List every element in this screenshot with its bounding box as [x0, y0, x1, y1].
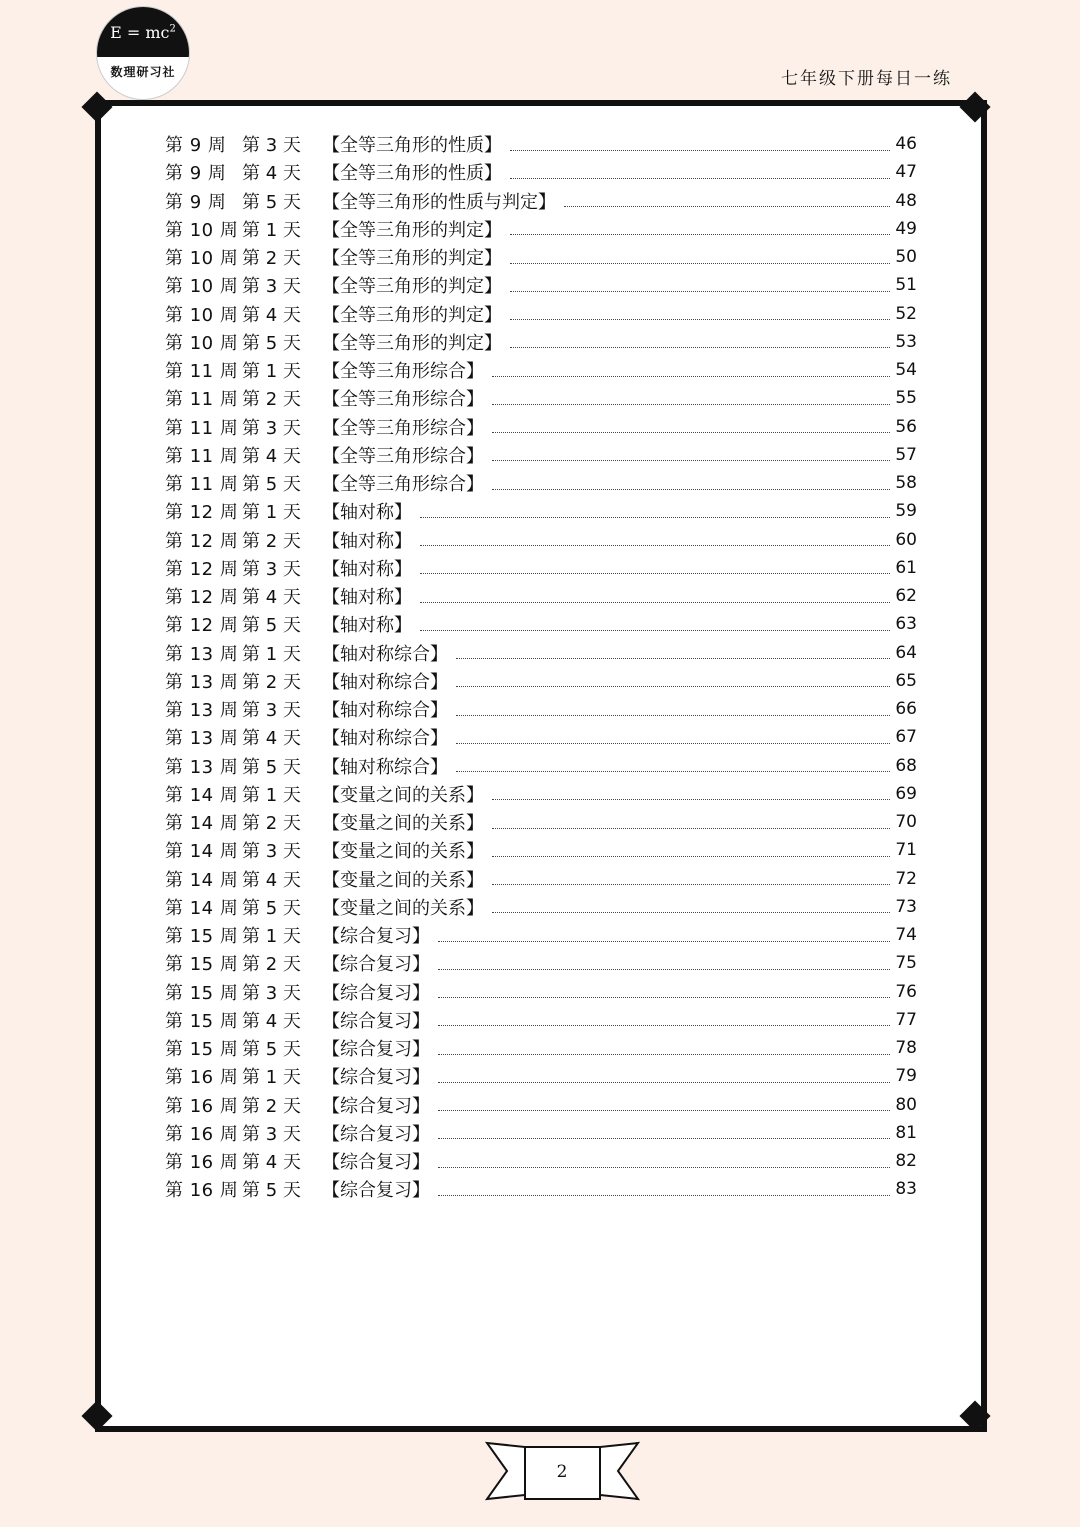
toc-week: 第 12 周: [165, 530, 239, 552]
toc-page-number: 64: [895, 642, 917, 663]
toc-week: 第 13 周: [165, 643, 239, 665]
toc-dot-leader: [438, 969, 890, 970]
toc-topic: 【全等三角形的性质与判定】: [322, 191, 556, 213]
toc-topic: 【综合复习】: [322, 1039, 430, 1061]
toc-topic: 【轴对称综合】: [322, 643, 448, 665]
toc-page-number: 49: [895, 218, 917, 239]
toc-page-number: 62: [895, 586, 917, 607]
toc-week: 第 16 周: [165, 1067, 239, 1089]
toc-topic: 【轴对称】: [322, 502, 412, 524]
toc-topic: 【全等三角形综合】: [322, 445, 484, 467]
toc-day: 第 5 天: [242, 332, 301, 354]
toc-page-number: 80: [895, 1094, 917, 1115]
toc-page-number: 69: [895, 783, 917, 804]
toc-topic: 【全等三角形的判定】: [322, 332, 502, 354]
toc-dot-leader: [510, 291, 890, 292]
toc-dot-leader: [492, 856, 890, 857]
toc-entry[interactable]: [165, 554, 917, 582]
toc-week: 第 13 周: [165, 756, 239, 778]
toc-page-number: 65: [895, 670, 917, 691]
toc-week: 第 16 周: [165, 1123, 239, 1145]
toc-week: 第 16 周: [165, 1095, 239, 1117]
toc-day: 第 4 天: [242, 445, 301, 467]
toc-week: 第 16 周: [165, 1180, 239, 1202]
toc-day: 第 4 天: [242, 728, 301, 750]
toc-dot-leader: [510, 263, 890, 264]
toc-week: 第 12 周: [165, 587, 239, 609]
toc-entry[interactable]: [165, 752, 917, 780]
toc-entry[interactable]: [165, 215, 917, 243]
toc-topic: 【变量之间的关系】: [322, 897, 484, 919]
toc-dot-leader: [420, 517, 890, 518]
toc-week: 第 13 周: [165, 700, 239, 722]
toc-topic: 【轴对称综合】: [322, 756, 448, 778]
toc-dot-leader: [438, 997, 890, 998]
toc-week: 第 15 周: [165, 1039, 239, 1061]
toc-page-number: 78: [895, 1038, 917, 1059]
toc-entry[interactable]: [165, 1119, 917, 1147]
toc-page-number: 56: [895, 416, 917, 437]
toc-dot-leader: [456, 743, 890, 744]
toc-topic: 【轴对称综合】: [322, 671, 448, 693]
toc-week: 第 14 周: [165, 813, 239, 835]
toc-entry[interactable]: [165, 949, 917, 977]
toc-page-number: 70: [895, 812, 917, 833]
toc-topic: 【综合复习】: [322, 1095, 430, 1117]
toc-day: 第 3 天: [242, 276, 301, 298]
toc-day: 第 2 天: [242, 389, 301, 411]
toc-dot-leader: [438, 1138, 890, 1139]
toc-day: 第 4 天: [242, 1152, 301, 1174]
toc-week: 第 14 周: [165, 841, 239, 863]
toc-topic: 【综合复习】: [322, 926, 430, 948]
toc-entry[interactable]: [165, 610, 917, 638]
toc-week: 第 16 周: [165, 1152, 239, 1174]
toc-dot-leader: [510, 150, 890, 151]
toc-topic: 【综合复习】: [322, 1152, 430, 1174]
toc-topic: 【综合复习】: [322, 1010, 430, 1032]
toc-entry[interactable]: [165, 356, 917, 384]
toc-week: 第 12 周: [165, 558, 239, 580]
toc-day: 第 5 天: [242, 474, 301, 496]
toc-entry[interactable]: [165, 1034, 917, 1062]
toc-dot-leader: [420, 545, 890, 546]
toc-day: 第 1 天: [242, 643, 301, 665]
toc-page-number: 71: [895, 840, 917, 861]
toc-dot-leader: [492, 884, 890, 885]
toc-topic: 【轴对称综合】: [322, 700, 448, 722]
toc-topic: 【综合复习】: [322, 1067, 430, 1089]
toc-entry[interactable]: [165, 441, 917, 469]
toc-week: 第 10 周: [165, 248, 239, 270]
toc-entry[interactable]: [165, 497, 917, 525]
toc-day: 第 1 天: [242, 926, 301, 948]
toc-page-number: 68: [895, 755, 917, 776]
toc-day: 第 3 天: [242, 417, 301, 439]
toc-dot-leader: [510, 178, 890, 179]
toc-topic: 【综合复习】: [322, 1123, 430, 1145]
toc-dot-leader: [420, 573, 890, 574]
toc-topic: 【全等三角形的判定】: [322, 248, 502, 270]
toc-day: 第 5 天: [242, 191, 301, 213]
toc-page-number: 82: [895, 1151, 917, 1172]
toc-entry[interactable]: [165, 780, 917, 808]
toc-entry[interactable]: [165, 526, 917, 554]
toc-entry[interactable]: [165, 1175, 917, 1203]
toc-entry[interactable]: [165, 893, 917, 921]
toc-dot-leader: [492, 432, 890, 433]
toc-entry[interactable]: [165, 695, 917, 723]
toc-week: 第 11 周: [165, 445, 239, 467]
toc-dot-leader: [420, 630, 890, 631]
toc-week: 第 10 周: [165, 304, 239, 326]
toc-topic: 【变量之间的关系】: [322, 784, 484, 806]
toc-topic: 【轴对称综合】: [322, 728, 448, 750]
toc-topic: 【全等三角形的判定】: [322, 276, 502, 298]
toc-entry[interactable]: [165, 667, 917, 695]
toc-topic: 【轴对称】: [322, 558, 412, 580]
toc-topic: 【全等三角形的判定】: [322, 219, 502, 241]
toc-dot-leader: [438, 1110, 890, 1111]
logo: [96, 6, 190, 100]
toc-day: 第 1 天: [242, 502, 301, 524]
toc-page-number: 48: [895, 190, 917, 211]
toc-entry[interactable]: [165, 582, 917, 610]
toc-entry[interactable]: [165, 723, 917, 751]
toc-dot-leader: [492, 489, 890, 490]
toc-topic: 【轴对称】: [322, 530, 412, 552]
logo-formula: $E = mc^2$: [110, 23, 176, 42]
toc-page-number: 46: [895, 134, 917, 155]
toc-week: 第 10 周: [165, 219, 239, 241]
toc-page-number: 53: [895, 331, 917, 352]
toc-dot-leader: [438, 1195, 890, 1196]
toc-page-number: 81: [895, 1122, 917, 1143]
toc-week: 第 10 周: [165, 332, 239, 354]
toc-week: 第 15 周: [165, 1010, 239, 1032]
toc-dot-leader: [492, 912, 890, 913]
toc-page-number: 72: [895, 868, 917, 889]
toc-day: 第 5 天: [242, 1039, 301, 1061]
toc-page-number: 52: [895, 303, 917, 324]
toc-entry[interactable]: [165, 469, 917, 497]
toc-page-number: 54: [895, 360, 917, 381]
toc-page-number: 77: [895, 1009, 917, 1030]
toc-day: 第 3 天: [242, 841, 301, 863]
toc-entry[interactable]: [165, 921, 917, 949]
toc-topic: 【变量之间的关系】: [322, 813, 484, 835]
toc-week: 第 12 周: [165, 502, 239, 524]
toc-page-number: 51: [895, 275, 917, 296]
toc-page-number: 79: [895, 1066, 917, 1087]
toc-day: 第 2 天: [242, 248, 301, 270]
toc-topic: 【全等三角形综合】: [322, 361, 484, 383]
toc-dot-leader: [420, 602, 890, 603]
toc-page-number: 47: [895, 162, 917, 183]
toc-entry[interactable]: [165, 158, 917, 186]
toc-week: 第 12 周: [165, 615, 239, 637]
toc-week: 第 14 周: [165, 784, 239, 806]
toc-dot-leader: [456, 771, 890, 772]
toc-week: 第 13 周: [165, 728, 239, 750]
toc-week: 第 10 周: [165, 276, 239, 298]
toc-page-number: 58: [895, 473, 917, 494]
toc-dot-leader: [492, 404, 890, 405]
toc-topic: 【全等三角形的性质】: [322, 135, 502, 157]
toc-day: 第 1 天: [242, 784, 301, 806]
toc-week: 第 9 周: [165, 191, 227, 213]
toc-day: 第 4 天: [242, 163, 301, 185]
toc-entry[interactable]: [165, 808, 917, 836]
page-number: 2: [556, 1462, 568, 1482]
toc-week: 第 14 周: [165, 897, 239, 919]
toc-entry[interactable]: [165, 413, 917, 441]
toc-day: 第 2 天: [242, 671, 301, 693]
toc-entry[interactable]: [165, 300, 917, 328]
toc-topic: 【全等三角形综合】: [322, 417, 484, 439]
toc-page-number: 75: [895, 953, 917, 974]
toc-week: 第 9 周: [165, 135, 227, 157]
toc-day: 第 2 天: [242, 530, 301, 552]
toc-day: 第 4 天: [242, 869, 301, 891]
toc-entry[interactable]: [165, 130, 917, 158]
toc-dot-leader: [510, 347, 890, 348]
toc-topic: 【全等三角形综合】: [322, 474, 484, 496]
toc-week: 第 15 周: [165, 926, 239, 948]
toc-page-number: 76: [895, 981, 917, 1002]
toc-week: 第 11 周: [165, 474, 239, 496]
toc-day: 第 1 天: [242, 219, 301, 241]
toc-week: 第 15 周: [165, 982, 239, 1004]
toc-topic: 【综合复习】: [322, 954, 430, 976]
toc-dot-leader: [510, 234, 890, 235]
header-title: 七年级下册每日一练: [781, 69, 952, 89]
toc-entry[interactable]: [165, 639, 917, 667]
toc-topic: 【综合复习】: [322, 1180, 430, 1202]
toc-dot-leader: [492, 799, 890, 800]
toc-week: 第 13 周: [165, 671, 239, 693]
toc-dot-leader: [438, 1167, 890, 1168]
toc-entry[interactable]: [165, 1062, 917, 1090]
toc-day: 第 2 天: [242, 813, 301, 835]
toc-topic: 【全等三角形综合】: [322, 389, 484, 411]
toc-day: 第 2 天: [242, 1095, 301, 1117]
toc-page-number: 83: [895, 1179, 917, 1200]
toc-dot-leader: [492, 460, 890, 461]
toc-week: 第 14 周: [165, 869, 239, 891]
toc-dot-leader: [492, 828, 890, 829]
toc-dot-leader: [510, 319, 890, 320]
toc-entry[interactable]: [165, 836, 917, 864]
toc-day: 第 4 天: [242, 1010, 301, 1032]
toc-day: 第 1 天: [242, 1067, 301, 1089]
toc-topic: 【全等三角形的判定】: [322, 304, 502, 326]
toc-day: 第 5 天: [242, 756, 301, 778]
toc-day: 第 3 天: [242, 700, 301, 722]
toc-dot-leader: [438, 1054, 890, 1055]
toc-page-number: 63: [895, 614, 917, 635]
toc-page-number: 60: [895, 529, 917, 550]
toc-topic: 【轴对称】: [322, 587, 412, 609]
toc-topic: 【变量之间的关系】: [322, 869, 484, 891]
toc-day: 第 1 天: [242, 361, 301, 383]
toc-topic: 【全等三角形的性质】: [322, 163, 502, 185]
toc-day: 第 3 天: [242, 1123, 301, 1145]
toc-day: 第 4 天: [242, 587, 301, 609]
toc-page-number: 74: [895, 925, 917, 946]
toc-week: 第 9 周: [165, 163, 227, 185]
toc-entry[interactable]: [165, 187, 917, 215]
toc-page-number: 57: [895, 444, 917, 465]
toc-day: 第 3 天: [242, 982, 301, 1004]
toc-day: 第 5 天: [242, 1180, 301, 1202]
logo-name: 数理研习社: [110, 65, 176, 79]
toc-week: 第 11 周: [165, 389, 239, 411]
toc-page-number: 50: [895, 247, 917, 268]
toc-week: 第 15 周: [165, 954, 239, 976]
toc-day: 第 3 天: [242, 135, 301, 157]
toc-dot-leader: [456, 658, 890, 659]
toc-entry[interactable]: [165, 1091, 917, 1119]
toc-entry[interactable]: [165, 328, 917, 356]
toc-day: 第 5 天: [242, 615, 301, 637]
toc-page-number: 67: [895, 727, 917, 748]
toc-week: 第 11 周: [165, 417, 239, 439]
toc-week: 第 11 周: [165, 361, 239, 383]
toc-topic: 【变量之间的关系】: [322, 841, 484, 863]
toc-topic: 【综合复习】: [322, 982, 430, 1004]
toc-entry[interactable]: [165, 1147, 917, 1175]
table-of-contents: [165, 130, 917, 1204]
toc-day: 第 2 天: [242, 954, 301, 976]
toc-day: 第 4 天: [242, 304, 301, 326]
toc-entry[interactable]: [165, 271, 917, 299]
toc-topic: 【轴对称】: [322, 615, 412, 637]
toc-entry[interactable]: [165, 384, 917, 412]
toc-page-number: 55: [895, 388, 917, 409]
toc-entry[interactable]: [165, 243, 917, 271]
toc-page-number: 59: [895, 501, 917, 522]
toc-dot-leader: [564, 206, 890, 207]
toc-dot-leader: [438, 1082, 890, 1083]
toc-day: 第 3 天: [242, 558, 301, 580]
toc-page-number: 66: [895, 699, 917, 720]
toc-dot-leader: [438, 941, 890, 942]
toc-dot-leader: [438, 1025, 890, 1026]
toc-dot-leader: [456, 715, 890, 716]
toc-dot-leader: [492, 376, 890, 377]
toc-entry[interactable]: [165, 865, 917, 893]
toc-page-number: 73: [895, 896, 917, 917]
toc-entry[interactable]: [165, 978, 917, 1006]
toc-entry[interactable]: [165, 1006, 917, 1034]
toc-page-number: 61: [895, 557, 917, 578]
toc-day: 第 5 天: [242, 897, 301, 919]
toc-dot-leader: [456, 686, 890, 687]
